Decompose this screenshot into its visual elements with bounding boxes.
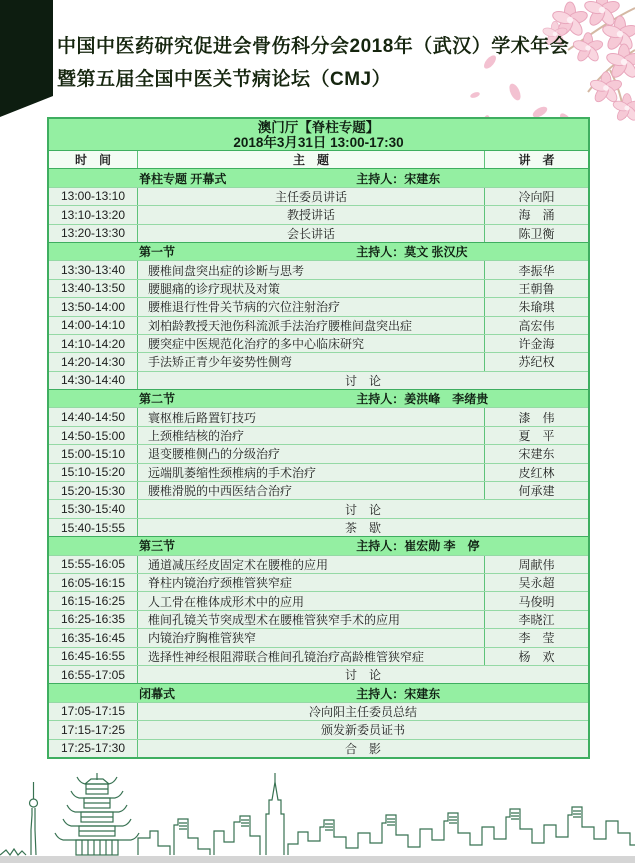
speaker-cell: 杨 欢: [484, 648, 588, 665]
speaker-cell: 冷向阳: [484, 188, 588, 205]
topic-cell: 刘柏龄教授天池伤科流派手法治疗腰椎间盘突出症: [137, 317, 484, 334]
page-title-line1: 中国中医药研究促进会骨伤科分会2018年（武汉）学术年会: [57, 36, 570, 57]
column-header-time: 时 间: [74, 153, 111, 168]
merged-cell: 讨 论: [137, 372, 588, 389]
time-cell: 15:10-15:20: [60, 465, 126, 480]
topic-cell: 腰腿痛的诊疗现状及对策: [137, 280, 484, 297]
schedule-row: [49, 647, 588, 665]
page-title-line2: 暨第五届全国中医关节病论坛（CMJ）: [57, 69, 392, 90]
topic-cell: 会长讲话: [137, 225, 484, 242]
speaker-cell: 陈卫衡: [484, 225, 588, 242]
dark-corner-shape: [0, 0, 53, 117]
schedule-row: [49, 334, 588, 352]
speaker-cell: 李 莹: [484, 629, 588, 646]
schedule-row: [49, 610, 588, 628]
schedule-row: [49, 205, 588, 223]
merged-cell: 颁发新委员证书: [137, 721, 588, 738]
time-cell: 17:25-17:30: [60, 741, 126, 756]
time-cell: 16:45-16:55: [60, 649, 126, 664]
time-cell: 13:00-13:10: [60, 189, 126, 204]
time-cell: 16:15-16:25: [60, 594, 126, 609]
speaker-cell: 高宏伟: [484, 317, 588, 334]
section-host: 主持人：崔宏勋 李 停: [356, 539, 480, 554]
schedule-row: [49, 628, 588, 646]
speaker-cell: 朱瑜琪: [484, 298, 588, 315]
table-header-datetime: 2018年3月31日 13:00-17:30: [233, 134, 404, 150]
time-cell: 15:30-15:40: [60, 502, 126, 517]
topic-cell: 教授讲话: [137, 206, 484, 223]
merged-cell: 冷向阳主任委员总结: [137, 703, 588, 720]
topic-cell: 退变腰椎侧凸的分级治疗: [137, 445, 484, 462]
time-cell: 13:10-13:20: [60, 207, 126, 222]
schedule-row: [49, 591, 588, 609]
section-host: 主持人：莫文 张汉庆: [356, 245, 468, 260]
schedule-row: [49, 297, 588, 315]
bottom-edge-strip: [0, 856, 635, 863]
merged-cell: 讨 论: [137, 500, 588, 517]
speaker-cell: 吴永超: [484, 574, 588, 591]
speaker-cell: 海 涌: [484, 206, 588, 223]
topic-cell: 寰枢椎后路置钉技巧: [137, 408, 484, 425]
time-cell: 13:30-13:40: [60, 263, 126, 278]
speaker-cell: 苏纪权: [484, 353, 588, 370]
schedule-row-merged: [49, 739, 588, 757]
time-cell: 13:40-13:50: [60, 281, 126, 296]
merged-cell: 合 影: [137, 740, 588, 757]
schedule-row: [49, 463, 588, 481]
section-row: [49, 242, 588, 260]
wuhan-skyline-icon: [0, 770, 635, 856]
column-header-topic: 主 题: [137, 151, 484, 168]
schedule-rows: [49, 168, 588, 757]
time-cell: 17:05-17:15: [60, 704, 126, 719]
page-title: [57, 30, 569, 96]
schedule-row-merged: [49, 665, 588, 683]
schedule-row: [49, 279, 588, 297]
topic-cell: 腰椎间盘突出症的诊断与思考: [137, 261, 484, 278]
speaker-cell: 何承建: [484, 482, 588, 499]
section-row: [49, 168, 588, 186]
time-cell: 16:35-16:45: [60, 630, 126, 645]
schedule-row: [49, 224, 588, 242]
time-cell: 15:55-16:05: [60, 557, 126, 572]
topic-cell: 远端肌萎缩性颈椎病的手术治疗: [137, 464, 484, 481]
topic-cell: 内镜治疗胸椎管狭窄: [137, 629, 484, 646]
schedule-row: [49, 426, 588, 444]
time-cell: 14:40-14:50: [60, 410, 126, 425]
schedule-row: [49, 260, 588, 278]
speaker-cell: 皮红林: [484, 464, 588, 481]
topic-cell: 腰突症中医规范化治疗的多中心临床研究: [137, 335, 484, 352]
time-cell: 13:50-14:00: [60, 299, 126, 314]
schedule-row-merged: [49, 371, 588, 389]
speaker-cell: 宋建东: [484, 445, 588, 462]
section-label: 脊柱专题 开幕式: [139, 171, 227, 186]
section-row: [49, 389, 588, 407]
time-cell: 15:20-15:30: [60, 483, 126, 498]
schedule-row: [49, 481, 588, 499]
column-header-row: [49, 150, 588, 168]
time-cell: 16:25-16:35: [60, 612, 126, 627]
time-cell: 15:40-15:55: [60, 520, 126, 535]
time-cell: 14:30-14:40: [60, 373, 126, 388]
speaker-cell: 周献伟: [484, 556, 588, 573]
section-label: 闭幕式: [139, 686, 176, 701]
schedule-row-merged: [49, 702, 588, 720]
time-cell: 16:05-16:15: [60, 575, 126, 590]
schedule-row: [49, 352, 588, 370]
speaker-cell: 漆 伟: [484, 408, 588, 425]
schedule-row: [49, 316, 588, 334]
table-header: [49, 119, 588, 150]
speaker-cell: 马俊明: [484, 592, 588, 609]
schedule-row: [49, 555, 588, 573]
speaker-cell: 李晓江: [484, 611, 588, 628]
topic-cell: 腰椎滑脱的中西医结合治疗: [137, 482, 484, 499]
column-header-speaker: 讲 者: [484, 151, 588, 168]
topic-cell: 选择性神经根阻滞联合椎间孔镜治疗高龄椎管狭窄症: [137, 648, 484, 665]
time-cell: 14:50-15:00: [60, 428, 126, 443]
merged-cell: 茶 歇: [137, 519, 588, 536]
schedule-row: [49, 407, 588, 425]
schedule-row: [49, 444, 588, 462]
section-label: 第二节: [139, 392, 176, 407]
speaker-cell: 王朝鲁: [484, 280, 588, 297]
speaker-cell: 许金海: [484, 335, 588, 352]
section-row: [49, 683, 588, 701]
merged-cell: 讨 论: [137, 666, 588, 683]
section-row: [49, 536, 588, 554]
schedule-row-merged: [49, 720, 588, 738]
time-cell: 15:00-15:10: [60, 446, 126, 461]
table-header-room: 澳门厅【脊柱专题】: [257, 119, 380, 135]
speaker-cell: 夏 平: [484, 427, 588, 444]
section-host: 主持人：宋建东: [356, 686, 441, 701]
schedule-row-merged: [49, 499, 588, 517]
time-cell: 13:20-13:30: [60, 226, 126, 241]
time-cell: 14:00-14:10: [60, 318, 126, 333]
topic-cell: 腰椎退行性骨关节病的穴位注射治疗: [137, 298, 484, 315]
topic-cell: 人工骨在椎体成形术中的应用: [137, 592, 484, 609]
time-cell: 14:20-14:30: [60, 354, 126, 369]
schedule-table: [47, 117, 590, 759]
speaker-cell: 李振华: [484, 261, 588, 278]
section-host: 主持人：姜洪峰 李绪贵: [356, 392, 489, 407]
section-host: 主持人：宋建东: [356, 171, 441, 186]
topic-cell: 手法矫正青少年姿势性侧弯: [137, 353, 484, 370]
time-cell: 14:10-14:20: [60, 336, 126, 351]
topic-cell: 主任委员讲话: [137, 188, 484, 205]
topic-cell: 椎间孔镜关节突成型术在腰椎管狭窄手术的应用: [137, 611, 484, 628]
topic-cell: 上颈椎结核的治疗: [137, 427, 484, 444]
schedule-row: [49, 187, 588, 205]
topic-cell: 脊柱内镜治疗颈椎管狭窄症: [137, 574, 484, 591]
section-label: 第三节: [139, 539, 176, 554]
time-cell: 17:15-17:25: [60, 722, 126, 737]
schedule-row: [49, 573, 588, 591]
schedule-row-merged: [49, 518, 588, 536]
section-label: 第一节: [139, 245, 176, 260]
topic-cell: 通道减压经皮固定术在腰椎的应用: [137, 556, 484, 573]
time-cell: 16:55-17:05: [60, 667, 126, 682]
